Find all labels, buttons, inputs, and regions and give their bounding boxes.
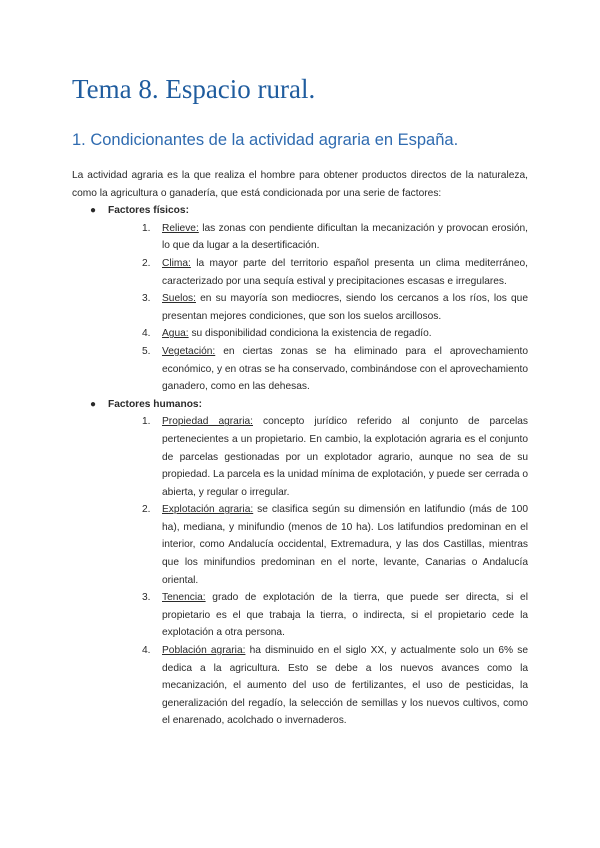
item-number: 3.: [142, 592, 151, 604]
item-text: se clasifica según su dimensión en latifundio (más de 100 ha), mediana, y minifundio (menos de 10 ha). Los latifundios predominan en el interior, como Andalucía occidental, Extremadura, y las dos Castillas, mientras que los minifundios predominan en el norte, levante, Canarias o Andalucía oriental.: [162, 504, 529, 586]
item-term: Vegetación:: [162, 345, 216, 357]
list-item: [142, 642, 528, 730]
list-item: [142, 501, 529, 589]
bullet-icon: ●: [90, 205, 97, 217]
item-term: Propiedad agraria:: [162, 416, 253, 428]
list-item: [142, 255, 528, 290]
human-factors-list: [108, 413, 528, 730]
list-item: [142, 325, 528, 343]
list-item: [142, 589, 528, 642]
group-title: Factores humanos:: [108, 398, 202, 410]
item-term: Clima:: [162, 257, 191, 269]
section-body: [72, 167, 528, 730]
item-text: en ciertas zonas se ha eliminado para el aprovechamiento económico, y en otras se ha conservado, combinándose con el aprovechamiento ganadero, como en las dehesas.: [162, 345, 528, 393]
item-term: Suelos:: [162, 293, 196, 305]
item-term: Relieve:: [162, 222, 199, 234]
item-text: la mayor parte del territorio español presenta un clima mediterráneo, caracterizado por una sequía estival y precipitaciones escasas e irregulares.: [162, 257, 528, 287]
item-term: Población agraria:: [162, 645, 246, 657]
physical-factors-list: [108, 220, 528, 396]
list-item: [142, 343, 528, 396]
group-human-factors: [72, 396, 528, 730]
item-text: concepto jurídico referido al conjunto de parcelas pertenecientes a un propietario. En cambio, la explotación agraria es el conjunto de parcelas gestionadas por un explotador agrario, aunque no sea de su propiedad. La parcela es la unidad mínima de explotación, y puede ser cerrada o abierta, y regular o irregular.: [162, 416, 529, 498]
list-item: [142, 413, 529, 501]
item-text: en su mayoría son mediocres, siendo los cercanos a los ríos, los que presentan mejores condiciones, que son los suelos arcillosos.: [162, 293, 528, 322]
factor-groups: [72, 202, 528, 730]
item-number: 3.: [142, 293, 151, 305]
bullet-icon: ●: [90, 398, 97, 410]
item-text: las zonas con pendiente dificultan la mecanización y provocan erosión, lo que da lugar a la desertificación.: [162, 222, 528, 252]
group-title: Factores físicos:: [108, 205, 189, 217]
item-term: Explotación agraria:: [162, 504, 254, 516]
item-number: 1.: [142, 222, 151, 234]
item-text: grado de explotación de la tierra, que puede ser directa, si el propietario es el que trabaja la tierra, o indirecta, si el propietario cede la explotación a otra persona.: [162, 592, 528, 639]
list-item: [142, 220, 528, 255]
group-physical-factors: [72, 202, 528, 396]
item-text: su disponibilidad condiciona la existencia de regadío.: [188, 328, 432, 340]
item-number: 5.: [142, 345, 151, 357]
item-term: Agua:: [162, 328, 189, 340]
section-heading: 1. Condicionantes de la actividad agraria en España.: [72, 131, 459, 149]
list-item: [142, 290, 528, 325]
item-number: 4.: [142, 328, 151, 340]
item-number: 4.: [142, 645, 151, 657]
item-text: ha disminuido en el siglo XX, y actualmente solo un 6% se dedica a la agricultura. Esto se debe a los nuevos avances como la mecanización, el aumento del uso de fertilizantes, el uso de pesticidas, la generalización del regadío, la selección de semillas y los nuevos cultivos, como el enarenado, acolchado o invernaderos.: [162, 645, 528, 727]
item-number: 2.: [142, 504, 151, 516]
page-title: Tema 8. Espacio rural.: [72, 74, 316, 104]
item-number: 1.: [142, 416, 151, 428]
item-number: 2.: [142, 257, 151, 269]
intro-paragraph: La actividad agraria es la que realiza el hombre para obtener productos directos de la naturaleza, como la agricultura o ganadería, que está condicionada por una serie de factores:: [72, 170, 528, 199]
item-term: Tenencia:: [162, 592, 206, 604]
